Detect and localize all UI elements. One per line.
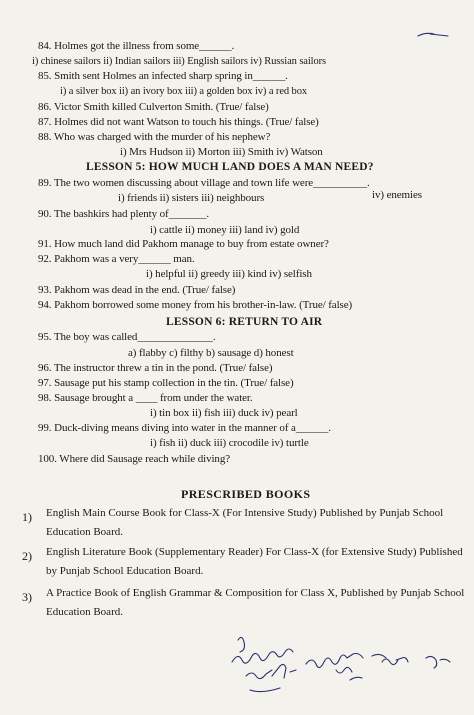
options-88: i) Mrs Hudson ii) Morton iii) Smith iv) Watson [120,146,323,158]
options-89: i) friends ii) sisters iii) neighbours [118,192,265,204]
options-84: i) chinese sailors ii) Indian sailors iii) English sailors iv) Russian sailors [32,56,327,67]
options-85: i) a silver box ii) an ivory box iii) a golden box iv) a red box [60,86,308,97]
lesson-5-heading: LESSON 5: HOW MUCH LAND DOES A MAN NEED? [86,161,374,173]
question-97: 97. Sausage put his stamp collection in the tin. (True/ false) [38,377,294,389]
question-90: 90. The bashkirs had plenty of_______. [38,208,210,220]
options-90: i) cattle ii) money iii) land iv) gold [150,224,300,236]
book-2-number: 2) [22,549,32,563]
question-96: 96. The instructor threw a tin in the pond. (True/ false) [38,362,273,374]
options-99: i) fish ii) duck iii) crocodile iv) turtle [150,437,309,449]
lesson-6-heading: LESSON 6: RETURN TO AIR [166,316,323,328]
options-89-enemies: iv) enemies [372,189,422,201]
book-2-text: English Literature Book (Supplementary Reader) For Class-X (for Extensive Study) Published by Punjab School Education Board. [46,546,463,577]
question-86: 86. Victor Smith killed Culverton Smith. (True/ false) [38,101,269,113]
options-98: i) tin box ii) fish iii) duck iv) pearl [150,407,298,419]
question-89: 89. The two women discussing about village and town life were__________. [38,177,370,189]
question-100: 100. Where did Sausage reach while diving? [38,453,231,465]
book-1-text: English Main Course Book for Class-X (For Intensive Study) Published by Punjab School Education Board. [46,507,444,538]
question-94: 94. Pakhom borrowed some money from his brother-in-law. (True/ false) [38,299,353,311]
book-3-text: A Practice Book of English Grammar & Composition for Class X, Published by Punjab School Education Board. [46,587,465,618]
question-88: 88. Who was charged with the murder of his nephew? [38,131,271,143]
question-84: 84. Holmes got the illness from some______. [38,40,235,52]
book-1-number: 1) [22,510,32,524]
prescribed-books-title: PRESCRIBED BOOKS [181,487,311,501]
options-95: a) flabby c) filthy b) sausage d) honest [128,347,294,359]
question-98: 98. Sausage brought a ____ from under the water. [38,392,253,404]
question-99: 99. Duck-diving means diving into water in the manner of a______. [38,422,331,434]
question-95: 95. The boy was called______________. [38,331,216,343]
question-85: 85. Smith sent Holmes an infected sharp spring in______. [38,70,288,82]
options-92: i) helpful ii) greedy iii) kind iv) selfish [146,268,312,280]
question-92: 92. Pakhom was a very______ man. [38,253,195,265]
book-3-number: 3) [22,590,32,604]
question-87: 87. Holmes did not want Watson to touch his things. (True/ false) [38,116,319,128]
question-93: 93. Pakhom was dead in the end. (True/ false) [38,284,236,296]
question-91: 91. How much land did Pakhom manage to buy from estate owner? [38,238,329,250]
